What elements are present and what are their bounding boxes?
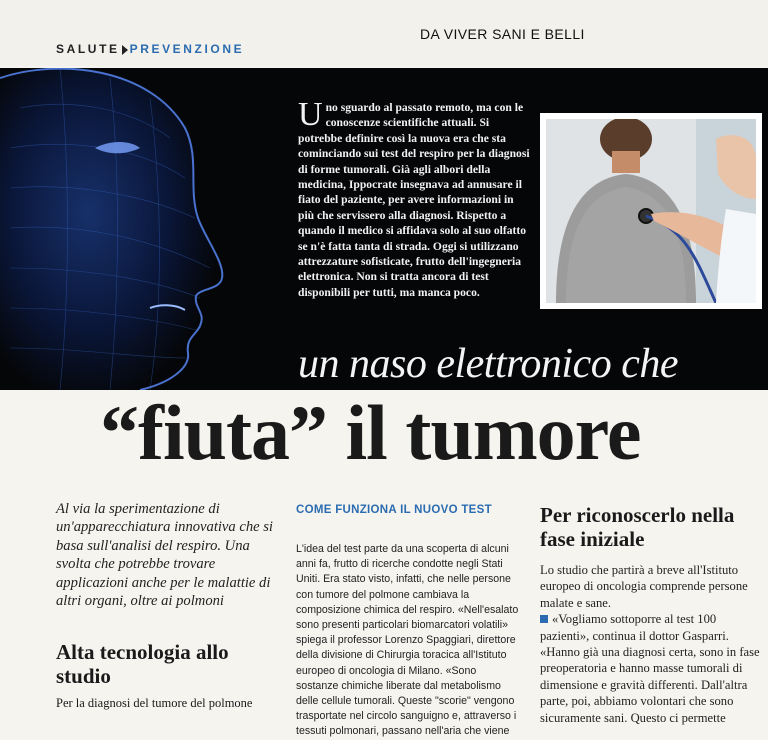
subtitle-alta-tecnologia: Alta tecnologia allo studio (56, 640, 229, 688)
doctor-stethoscope-photo (540, 113, 762, 309)
source-label: DA VIVER SANI E BELLI (420, 26, 585, 42)
column-3-para-1: Lo studio che partirà a breve all'Istituto europeo di oncologia comprende persone malate e sane. (540, 563, 748, 610)
headline-line-1: un naso elettronico che (298, 341, 679, 387)
column-3-para-2-text: «Vogliamo sottoporre al test 100 pazienti», continua il dottor Gasparri. «Hanno già una diagnosi certa, sono in fase preoperatoria e hanno masse tumorali di dimensione e gravità differenti. Dall'altra parte, poi, abbiamo volontari che sono sicuramente sani. Questo ci permette (540, 612, 760, 725)
column-3-text (540, 562, 764, 726)
square-bullet-icon (540, 615, 548, 623)
section-label (56, 42, 244, 56)
lead-paragraph: Al via la sperimentazione di un'apparecchiatura innovativa che si basa sull'analisi del respiro. Una svolta che potrebbe trovare applicazioni anche per le malattie di altri organi, oltre ai polmoni (56, 501, 273, 610)
column-3-para-2 (540, 611, 764, 726)
photo-illustration (546, 119, 756, 303)
wireframe-face-illustration (0, 68, 300, 390)
arrow-right-icon (122, 45, 128, 55)
intro-paragraph (298, 96, 530, 300)
drop-cap: U (298, 96, 323, 133)
column-1-text: Per la diagnosi del tumore del polmone (56, 696, 253, 710)
subsection-name: PREVENZIONE (129, 42, 245, 56)
box-text: L'idea del test parte da una scoperta di alcuni anni fa, frutto di ricerche condotte negli Stati Uniti. Era stato visto, infatti, che nelle persone con tumore del polmone cambiava la composizione chimica del respiro. «Nell'esalato sono presenti particolari biomarcatori volatili» spiega il professor Lorenzo Spaggiari, direttore della divisione di Chirurgia toracica all'Istituto europeo di oncologia di Milano. «Sono sostanze chimiche liberate dal metabolismo delle cellule tumorali. Queste "scorie" vengono trasportate nel circolo sanguigno e, attraverso i tessuti polmonari, passano nell'aria che viene (296, 543, 519, 738)
box-title: COME FUNZIONA IL NUOVO TEST (296, 504, 492, 516)
headline-line-2: “fiuta” il tumore (100, 389, 641, 476)
section-name: SALUTE (56, 42, 120, 56)
intro-text: no sguardo al passato remoto, ma con le conoscenze scientifiche attuali. Si potrebbe definire così la nuova era che sta cominciando sui test del respiro per la diagnosi di forme tumorali. Già agli albori della medicina, Ippocrate insegnava ad annusare il fiato del paziente, per avere informazioni in più che servissero alla diagnosi. Rispetto a quando il medico si affidava solo al suo olfatto se n'è fatta tanta di strada. Oggi si utilizzano attrezzature sofisticate, frutto dell'ingegneria elettronica. Non si tratta ancora di test disponibili per tutti, ma manca poco. (298, 101, 530, 299)
top-bar (0, 0, 768, 66)
subtitle-fase-iniziale: Per riconoscerlo nella fase iniziale (540, 503, 735, 551)
